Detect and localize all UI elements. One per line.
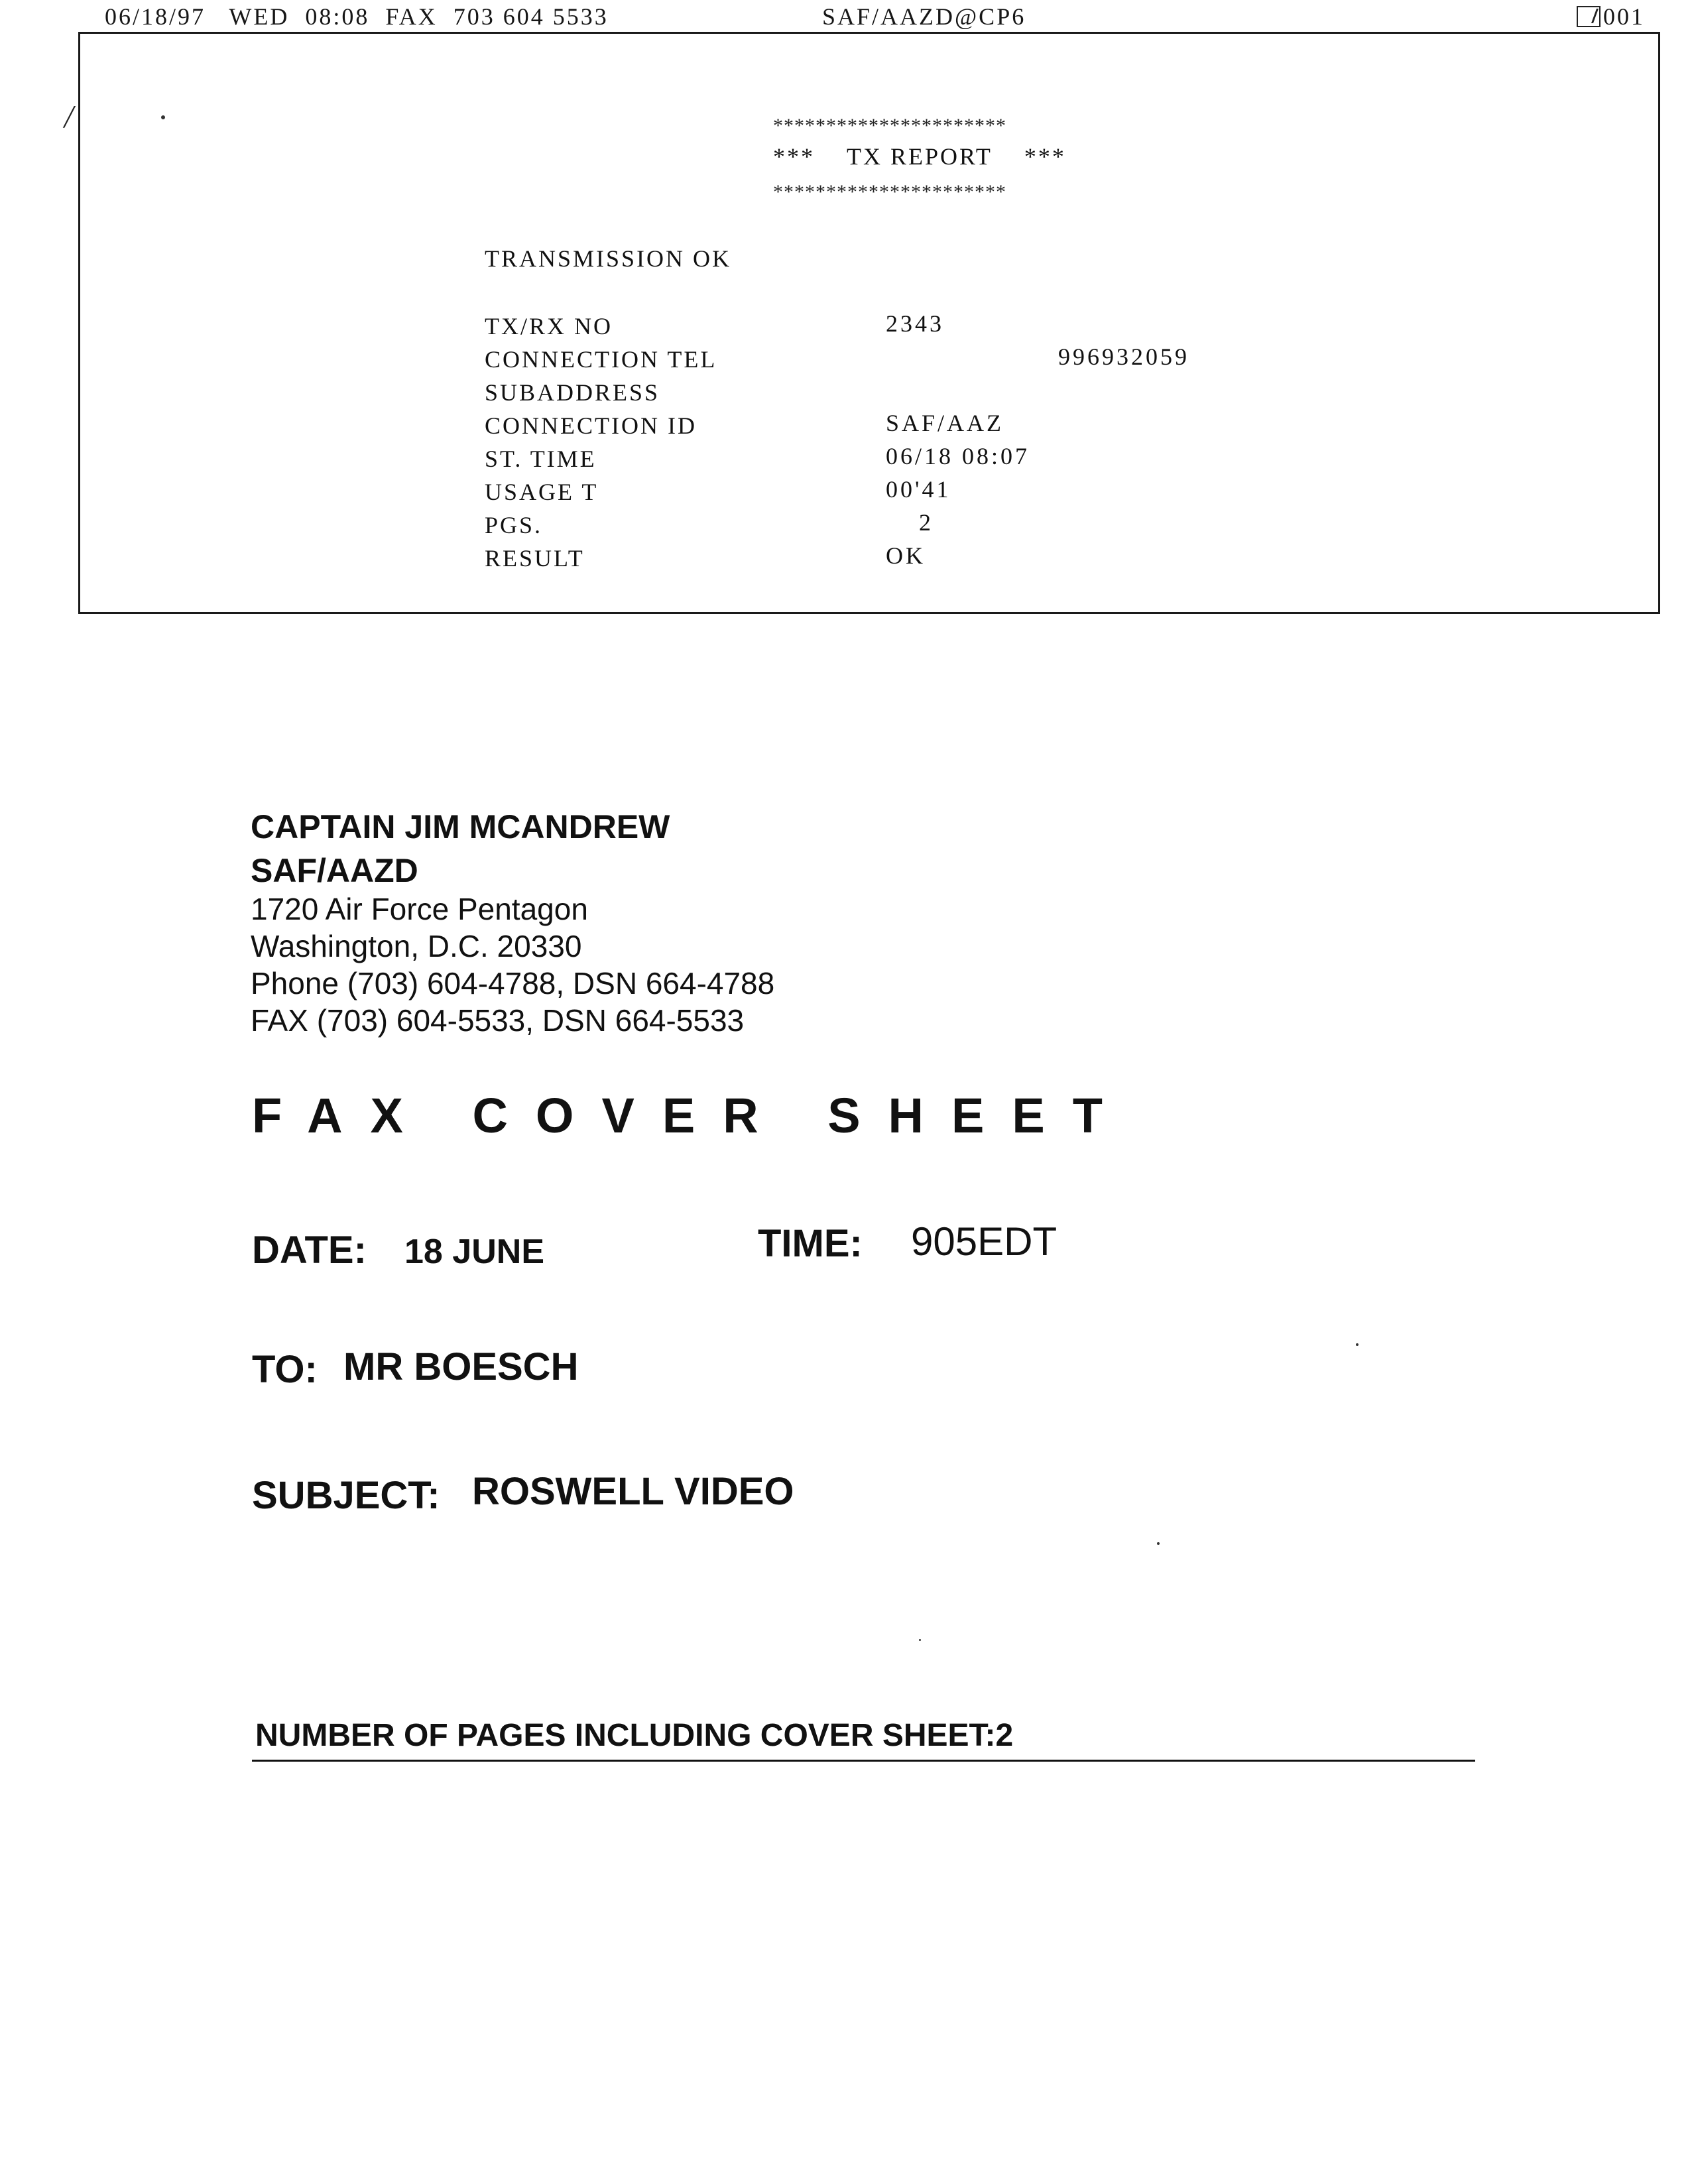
sender-street: 1720 Air Force Pentagon: [251, 892, 588, 926]
tx-report-title-stars-right: ***: [1024, 143, 1066, 170]
tx-report-row-value: 00'41: [886, 476, 951, 503]
sender-fax: FAX (703) 604-5533, DSN 664-5533: [251, 1003, 745, 1038]
date-value: 18 JUNE: [404, 1233, 544, 1271]
sender-city: Washington, D.C. 20330: [251, 929, 582, 963]
tx-report-row-value: 2343: [886, 310, 944, 337]
tx-report-row-label: PGS.: [485, 512, 543, 538]
to-label: TO:: [252, 1348, 318, 1391]
fax-cover-title: FAX COVER SHEET: [252, 1088, 1130, 1143]
fax-header-date: 06/18/97: [105, 3, 206, 30]
tx-report-box: [78, 32, 1660, 614]
fax-header-day: WED: [229, 3, 290, 30]
sender-office: SAF/AAZD: [251, 852, 418, 889]
tx-report-row-value: 06/18 08:07: [886, 443, 1030, 469]
fax-header-left: [105, 3, 609, 30]
fax-page-icon: [1577, 6, 1601, 27]
to-value: MR BOESCH: [343, 1345, 579, 1388]
sender-name: CAPTAIN JIM MCANDREW: [251, 808, 670, 845]
subject-value: ROSWELL VIDEO: [472, 1470, 794, 1513]
fax-header-number: 703 604 5533: [453, 3, 609, 30]
tx-report-stars-top: **********************: [773, 115, 1006, 137]
tx-report-row-label: CONNECTION TEL: [485, 346, 717, 373]
tx-report-row-label: USAGE T: [485, 479, 599, 505]
number-of-pages: NUMBER OF PAGES INCLUDING COVER SHEET:2: [255, 1718, 1014, 1753]
tx-report-row-label: ST. TIME: [485, 446, 597, 472]
speck: [1157, 1542, 1160, 1545]
fax-header-time: 08:08: [305, 3, 370, 30]
tx-report-row-value: 996932059: [1058, 343, 1189, 370]
speck: [919, 1639, 921, 1641]
subject-label: SUBJECT:: [252, 1474, 440, 1517]
time-label: TIME:: [758, 1222, 863, 1265]
time-value: 905EDT: [911, 1219, 1058, 1264]
tx-report-status: TRANSMISSION OK: [485, 245, 732, 272]
fax-header-sender-id: SAF/AAZD@CP6: [822, 3, 1026, 30]
tx-report-title-row: [773, 143, 1066, 170]
stray-mark-icon: ╱: [64, 107, 75, 128]
fax-header-page-counter: 001: [1603, 3, 1645, 30]
speck: [1356, 1343, 1359, 1346]
tx-report-title: TX REPORT: [847, 143, 993, 170]
tx-report-stars-bottom: **********************: [773, 181, 1006, 203]
tx-report-row-label: TX/RX NO: [485, 313, 613, 339]
tx-report-row-label: SUBADDRESS: [485, 379, 660, 406]
tx-report-row-value: SAF/AAZ: [886, 410, 1004, 436]
fax-header-page: [1577, 3, 1645, 30]
tx-report-row-value: 2: [919, 509, 934, 536]
pages-underline: [252, 1760, 1475, 1762]
tx-report-row-value: OK: [886, 542, 926, 569]
date-label: DATE:: [252, 1229, 367, 1272]
sender-phone: Phone (703) 604-4788, DSN 664-4788: [251, 966, 775, 1001]
tx-report-title-stars-left: ***: [773, 143, 815, 170]
tx-report-row-label: CONNECTION ID: [485, 412, 697, 439]
tx-report-row-label: RESULT: [485, 545, 585, 572]
fax-header-fax-label: FAX: [385, 3, 438, 30]
